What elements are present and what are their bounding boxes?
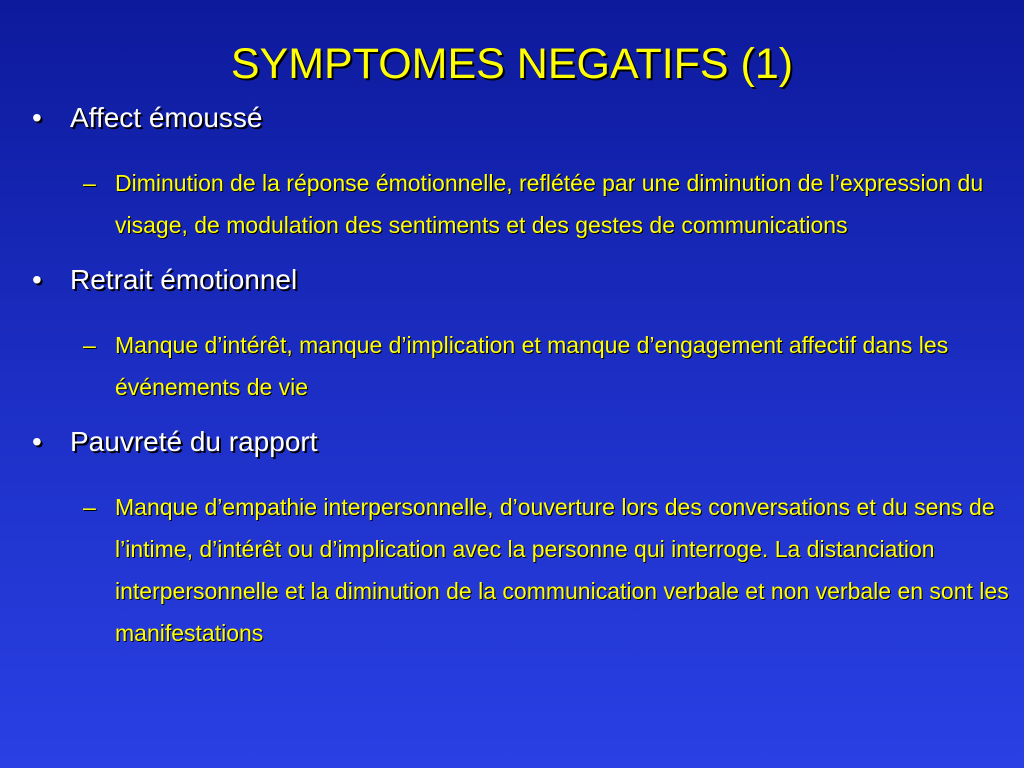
dash-marker: –	[83, 494, 96, 520]
sub-point-pauvrete-du-rapport	[28, 486, 1018, 654]
dash-marker: –	[83, 332, 96, 358]
bullet-retrait-emotionnel	[28, 258, 1018, 302]
bullet-label: Affect émoussé	[70, 102, 263, 133]
bullet-affect-emousse	[28, 96, 1018, 140]
sub-point-affect-emousse	[28, 162, 1018, 246]
sub-point-text: Manque d’empathie interpersonnelle, d’ouverture lors des conversations et du sens de l’intime, d’intérêt ou d’implication avec la personne qui interroge. La distanciation interpersonnelle et la diminution de la communication verbale et non verbale en sont les manifestations	[115, 494, 1009, 646]
slide-content	[28, 96, 1018, 666]
sub-point-text: Manque d’intérêt, manque d’implication et manque d’engagement affectif dans les événements de vie	[115, 332, 949, 400]
bullet-marker: •	[32, 426, 42, 457]
bullet-marker: •	[32, 102, 42, 133]
sub-point-retrait-emotionnel	[28, 324, 1018, 408]
bullet-pauvrete-du-rapport	[28, 420, 1018, 464]
bullet-marker: •	[32, 264, 42, 295]
sub-point-text: Diminution de la réponse émotionnelle, reflétée par une diminution de l’expression du visage, de modulation des sentiments et des gestes de communications	[115, 170, 984, 238]
bullet-label: Retrait émotionnel	[70, 264, 298, 295]
bullet-label: Pauvreté du rapport	[70, 426, 318, 457]
dash-marker: –	[83, 170, 96, 196]
slide-title: SYMPTOMES NEGATIFS (1)	[230, 40, 794, 88]
